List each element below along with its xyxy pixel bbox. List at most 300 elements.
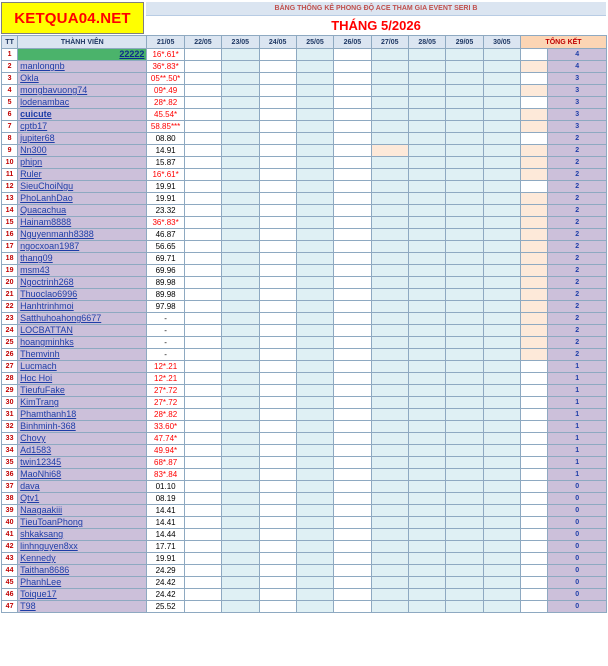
empty-day-cell: [408, 289, 445, 301]
empty-day-cell: [222, 217, 259, 229]
empty-day-cell: [296, 457, 333, 469]
empty-day-cell: [446, 529, 483, 541]
empty-day-cell: [408, 181, 445, 193]
total-cell: 2: [548, 349, 607, 361]
row-number: 24: [2, 325, 18, 337]
member-name[interactable]: Satthuhoahong6677: [18, 313, 147, 325]
header-date: 28/05: [408, 36, 445, 49]
member-name[interactable]: Okla: [18, 73, 147, 85]
empty-day-cell: [334, 337, 371, 349]
result-cell: 14.41: [147, 505, 184, 517]
empty-day-cell: [184, 229, 221, 241]
extra-cell: [521, 337, 548, 349]
member-name[interactable]: linhnguyen8xx: [18, 541, 147, 553]
member-name[interactable]: ngocxoan1987: [18, 241, 147, 253]
empty-day-cell: [408, 349, 445, 361]
empty-day-cell: [334, 301, 371, 313]
empty-day-cell: [483, 85, 520, 97]
empty-day-cell: [222, 349, 259, 361]
empty-day-cell: [446, 493, 483, 505]
empty-day-cell: [408, 517, 445, 529]
row-number: 17: [2, 241, 18, 253]
empty-day-cell: [483, 121, 520, 133]
empty-day-cell: [408, 121, 445, 133]
table-row: [2, 481, 607, 493]
empty-day-cell: [408, 385, 445, 397]
empty-day-cell: [408, 445, 445, 457]
result-cell: 49.94*: [147, 445, 184, 457]
empty-day-cell: [483, 313, 520, 325]
total-cell: 2: [548, 145, 607, 157]
member-name[interactable]: LOCBATTAN: [18, 325, 147, 337]
member-name[interactable]: cptb17: [18, 121, 147, 133]
empty-day-cell: [334, 85, 371, 97]
result-cell: 68*.87: [147, 457, 184, 469]
row-number: 32: [2, 421, 18, 433]
empty-day-cell: [446, 109, 483, 121]
empty-day-cell: [483, 253, 520, 265]
empty-day-cell: [222, 421, 259, 433]
empty-day-cell: [222, 85, 259, 97]
empty-day-cell: [446, 301, 483, 313]
row-number: 20: [2, 277, 18, 289]
empty-day-cell: [446, 49, 483, 61]
empty-day-cell: [408, 589, 445, 601]
empty-day-cell: [184, 133, 221, 145]
empty-day-cell: [222, 481, 259, 493]
table-row: [2, 313, 607, 325]
result-cell: 24.42: [147, 577, 184, 589]
empty-day-cell: [296, 481, 333, 493]
member-name[interactable]: Nguyenmanh8388: [18, 229, 147, 241]
total-cell: 2: [548, 217, 607, 229]
member-name[interactable]: Binhminh-368: [18, 421, 147, 433]
empty-day-cell: [334, 97, 371, 109]
empty-day-cell: [334, 241, 371, 253]
result-cell: 46.87: [147, 229, 184, 241]
empty-day-cell: [408, 109, 445, 121]
extra-cell: [521, 325, 548, 337]
empty-day-cell: [334, 61, 371, 73]
empty-day-cell: [222, 277, 259, 289]
empty-day-cell: [259, 121, 296, 133]
empty-day-cell: [334, 193, 371, 205]
empty-day-cell: [184, 457, 221, 469]
empty-day-cell: [334, 385, 371, 397]
empty-day-cell: [334, 493, 371, 505]
member-name[interactable]: Ngoctrinh268: [18, 277, 147, 289]
extra-cell: [521, 385, 548, 397]
empty-day-cell: [371, 49, 408, 61]
empty-day-cell: [371, 565, 408, 577]
result-cell: 09*.49: [147, 85, 184, 97]
empty-day-cell: [408, 301, 445, 313]
table-body: [2, 49, 607, 613]
extra-cell: [521, 361, 548, 373]
member-name[interactable]: Thuoclao6996: [18, 289, 147, 301]
empty-day-cell: [296, 397, 333, 409]
member-name[interactable]: Ruler: [18, 169, 147, 181]
empty-day-cell: [222, 397, 259, 409]
empty-day-cell: [446, 337, 483, 349]
member-name[interactable]: lodenambac: [18, 97, 147, 109]
table-row: [2, 409, 607, 421]
empty-day-cell: [184, 565, 221, 577]
empty-day-cell: [222, 289, 259, 301]
empty-day-cell: [296, 289, 333, 301]
empty-day-cell: [446, 445, 483, 457]
total-cell: 0: [548, 505, 607, 517]
header-date: 25/05: [296, 36, 333, 49]
member-name[interactable]: Chovy: [18, 433, 147, 445]
member-name[interactable]: Naagaakiii: [18, 505, 147, 517]
empty-day-cell: [483, 493, 520, 505]
member-name[interactable]: Kennedy: [18, 553, 147, 565]
empty-day-cell: [184, 493, 221, 505]
total-cell: 2: [548, 157, 607, 169]
empty-day-cell: [483, 181, 520, 193]
empty-day-cell: [446, 397, 483, 409]
row-number: 44: [2, 565, 18, 577]
empty-day-cell: [446, 373, 483, 385]
table-row: [2, 433, 607, 445]
empty-day-cell: [222, 541, 259, 553]
empty-day-cell: [408, 409, 445, 421]
empty-day-cell: [259, 181, 296, 193]
row-number: 26: [2, 349, 18, 361]
empty-day-cell: [334, 577, 371, 589]
empty-day-cell: [483, 97, 520, 109]
extra-cell: [521, 241, 548, 253]
empty-day-cell: [483, 217, 520, 229]
empty-day-cell: [483, 373, 520, 385]
extra-cell: [521, 157, 548, 169]
extra-cell: [521, 169, 548, 181]
total-cell: 0: [548, 589, 607, 601]
result-cell: 14.44: [147, 529, 184, 541]
member-name[interactable]: Phamthanh18: [18, 409, 147, 421]
empty-day-cell: [184, 301, 221, 313]
empty-day-cell: [371, 157, 408, 169]
member-name[interactable]: PhoLanhDao: [18, 193, 147, 205]
member-name[interactable]: twin12345: [18, 457, 147, 469]
result-cell: 27*.72: [147, 397, 184, 409]
table-row: [2, 421, 607, 433]
member-name[interactable]: Toique17: [18, 589, 147, 601]
empty-day-cell: [371, 97, 408, 109]
member-name[interactable]: msm43: [18, 265, 147, 277]
member-name[interactable]: KimTrang: [18, 397, 147, 409]
member-name[interactable]: MaoNhi68: [18, 469, 147, 481]
member-name[interactable]: Hainam8888: [18, 217, 147, 229]
empty-day-cell: [222, 433, 259, 445]
empty-day-cell: [259, 313, 296, 325]
empty-day-cell: [408, 265, 445, 277]
empty-day-cell: [296, 301, 333, 313]
empty-day-cell: [222, 253, 259, 265]
empty-day-cell: [408, 241, 445, 253]
empty-day-cell: [446, 421, 483, 433]
empty-day-cell: [222, 553, 259, 565]
empty-day-cell: [222, 97, 259, 109]
empty-day-cell: [184, 157, 221, 169]
empty-day-cell: [259, 49, 296, 61]
extra-cell: [521, 481, 548, 493]
member-name[interactable]: phipn: [18, 157, 147, 169]
empty-day-cell: [296, 445, 333, 457]
member-name[interactable]: manlongnb: [18, 61, 147, 73]
member-name[interactable]: Nn300: [18, 145, 147, 157]
total-cell: 0: [548, 577, 607, 589]
empty-day-cell: [259, 193, 296, 205]
member-name[interactable]: Taithan8686: [18, 565, 147, 577]
result-cell: -: [147, 325, 184, 337]
extra-cell: [521, 217, 548, 229]
empty-day-cell: [371, 577, 408, 589]
empty-day-cell: [483, 73, 520, 85]
extra-cell: [521, 133, 548, 145]
empty-day-cell: [483, 421, 520, 433]
table-row: [2, 169, 607, 181]
extra-cell: [521, 601, 548, 613]
empty-day-cell: [184, 397, 221, 409]
empty-day-cell: [184, 109, 221, 121]
member-name[interactable]: TieuToanPhong: [18, 517, 147, 529]
result-cell: -: [147, 337, 184, 349]
result-cell: 69.71: [147, 253, 184, 265]
table-row: [2, 241, 607, 253]
empty-day-cell: [408, 229, 445, 241]
member-name[interactable]: Themvinh: [18, 349, 147, 361]
empty-day-cell: [184, 241, 221, 253]
empty-day-cell: [259, 469, 296, 481]
total-cell: 1: [548, 361, 607, 373]
empty-day-cell: [184, 505, 221, 517]
extra-cell: [521, 469, 548, 481]
result-cell: 58.85***: [147, 121, 184, 133]
member-name[interactable]: thang09: [18, 253, 147, 265]
member-name[interactable]: dava: [18, 481, 147, 493]
row-number: 35: [2, 457, 18, 469]
empty-day-cell: [222, 157, 259, 169]
empty-day-cell: [371, 133, 408, 145]
extra-cell: [521, 109, 548, 121]
row-number: 40: [2, 517, 18, 529]
table-row: [2, 397, 607, 409]
empty-day-cell: [259, 217, 296, 229]
empty-day-cell: [483, 481, 520, 493]
member-name[interactable]: shkaksang: [18, 529, 147, 541]
member-name[interactable]: Quacachua: [18, 205, 147, 217]
empty-day-cell: [259, 85, 296, 97]
empty-day-cell: [296, 385, 333, 397]
empty-day-cell: [483, 541, 520, 553]
empty-day-cell: [259, 553, 296, 565]
empty-day-cell: [184, 373, 221, 385]
empty-day-cell: [259, 325, 296, 337]
empty-day-cell: [184, 337, 221, 349]
empty-day-cell: [296, 577, 333, 589]
table-row: [2, 385, 607, 397]
table-row: [2, 553, 607, 565]
empty-day-cell: [296, 85, 333, 97]
member-name[interactable]: Hanhtrinhmoi: [18, 301, 147, 313]
empty-day-cell: [222, 337, 259, 349]
member-name[interactable]: PhanhLee: [18, 577, 147, 589]
empty-day-cell: [222, 73, 259, 85]
total-cell: 0: [548, 565, 607, 577]
empty-day-cell: [334, 445, 371, 457]
header-member: THÀNH VIÊN: [18, 36, 147, 49]
empty-day-cell: [296, 145, 333, 157]
total-cell: 0: [548, 481, 607, 493]
table-row: [2, 193, 607, 205]
empty-day-cell: [408, 157, 445, 169]
empty-day-cell: [446, 73, 483, 85]
empty-day-cell: [184, 193, 221, 205]
empty-day-cell: [222, 325, 259, 337]
member-name[interactable]: Ad1583: [18, 445, 147, 457]
empty-day-cell: [408, 49, 445, 61]
empty-day-cell: [222, 241, 259, 253]
empty-day-cell: [222, 61, 259, 73]
empty-day-cell: [296, 157, 333, 169]
header-date: 22/05: [184, 36, 221, 49]
empty-day-cell: [371, 385, 408, 397]
empty-day-cell: [483, 109, 520, 121]
empty-day-cell: [408, 73, 445, 85]
empty-day-cell: [408, 253, 445, 265]
empty-day-cell: [184, 553, 221, 565]
table-row: [2, 565, 607, 577]
member-name[interactable]: Hoc Hoi: [18, 373, 147, 385]
empty-day-cell: [408, 337, 445, 349]
empty-day-cell: [483, 433, 520, 445]
member-name[interactable]: SieuChoiNgu: [18, 181, 147, 193]
empty-day-cell: [483, 505, 520, 517]
empty-day-cell: [184, 265, 221, 277]
result-cell: 19.91: [147, 193, 184, 205]
table-row: [2, 133, 607, 145]
header-date: 29/05: [446, 36, 483, 49]
empty-day-cell: [259, 361, 296, 373]
empty-day-cell: [334, 265, 371, 277]
member-name[interactable]: hoangminhks: [18, 337, 147, 349]
empty-day-cell: [483, 325, 520, 337]
empty-day-cell: [259, 109, 296, 121]
empty-day-cell: [222, 589, 259, 601]
member-name[interactable]: jupiter68: [18, 133, 147, 145]
result-cell: 19.91: [147, 553, 184, 565]
table-row: [2, 361, 607, 373]
empty-day-cell: [334, 145, 371, 157]
result-cell: 83*.84: [147, 469, 184, 481]
table-row: [2, 529, 607, 541]
result-cell: 24.42: [147, 589, 184, 601]
empty-day-cell: [408, 457, 445, 469]
empty-day-cell: [483, 133, 520, 145]
empty-day-cell: [446, 517, 483, 529]
total-cell: 2: [548, 181, 607, 193]
table-row: [2, 325, 607, 337]
table-row: [2, 445, 607, 457]
total-cell: 2: [548, 337, 607, 349]
empty-day-cell: [408, 325, 445, 337]
member-name[interactable]: TieufuFake: [18, 385, 147, 397]
empty-day-cell: [483, 193, 520, 205]
total-cell: 2: [548, 313, 607, 325]
empty-day-cell: [184, 409, 221, 421]
empty-day-cell: [371, 517, 408, 529]
extra-cell: [521, 457, 548, 469]
empty-day-cell: [446, 577, 483, 589]
empty-day-cell: [371, 229, 408, 241]
empty-day-cell: [222, 145, 259, 157]
total-cell: 1: [548, 433, 607, 445]
empty-day-cell: [446, 169, 483, 181]
result-cell: 14.41: [147, 517, 184, 529]
empty-day-cell: [334, 421, 371, 433]
row-number: 12: [2, 181, 18, 193]
extra-cell: [521, 265, 548, 277]
empty-day-cell: [259, 385, 296, 397]
extra-cell: [521, 421, 548, 433]
row-number: 41: [2, 529, 18, 541]
empty-day-cell: [446, 409, 483, 421]
member-name[interactable]: mongbavuong74: [18, 85, 147, 97]
extra-cell: [521, 121, 548, 133]
empty-day-cell: [334, 349, 371, 361]
row-number: 6: [2, 109, 18, 121]
row-number: 13: [2, 193, 18, 205]
empty-day-cell: [446, 385, 483, 397]
site-logo[interactable]: [1, 2, 144, 34]
empty-day-cell: [184, 325, 221, 337]
empty-day-cell: [483, 529, 520, 541]
empty-day-cell: [371, 433, 408, 445]
empty-day-cell: [408, 313, 445, 325]
empty-day-cell: [259, 409, 296, 421]
result-cell: 12*.21: [147, 361, 184, 373]
empty-day-cell: [334, 433, 371, 445]
member-name[interactable]: Lucmach: [18, 361, 147, 373]
member-name[interactable]: 22222: [18, 49, 147, 61]
empty-day-cell: [296, 277, 333, 289]
table-row: [2, 253, 607, 265]
empty-day-cell: [371, 217, 408, 229]
empty-day-cell: [222, 301, 259, 313]
row-number: 7: [2, 121, 18, 133]
member-name[interactable]: cuicute: [18, 109, 147, 121]
result-cell: 89.98: [147, 289, 184, 301]
table-row: [2, 217, 607, 229]
member-name[interactable]: T98: [18, 601, 147, 613]
row-number: 21: [2, 289, 18, 301]
result-cell: 08.80: [147, 133, 184, 145]
total-cell: 3: [548, 109, 607, 121]
row-number: 27: [2, 361, 18, 373]
empty-day-cell: [184, 253, 221, 265]
member-name[interactable]: Qtv1: [18, 493, 147, 505]
extra-cell: [521, 529, 548, 541]
empty-day-cell: [296, 493, 333, 505]
table-row: [2, 97, 607, 109]
extra-cell: [521, 229, 548, 241]
total-cell: 1: [548, 385, 607, 397]
empty-day-cell: [184, 445, 221, 457]
header-date: 27/05: [371, 36, 408, 49]
row-number: 2: [2, 61, 18, 73]
